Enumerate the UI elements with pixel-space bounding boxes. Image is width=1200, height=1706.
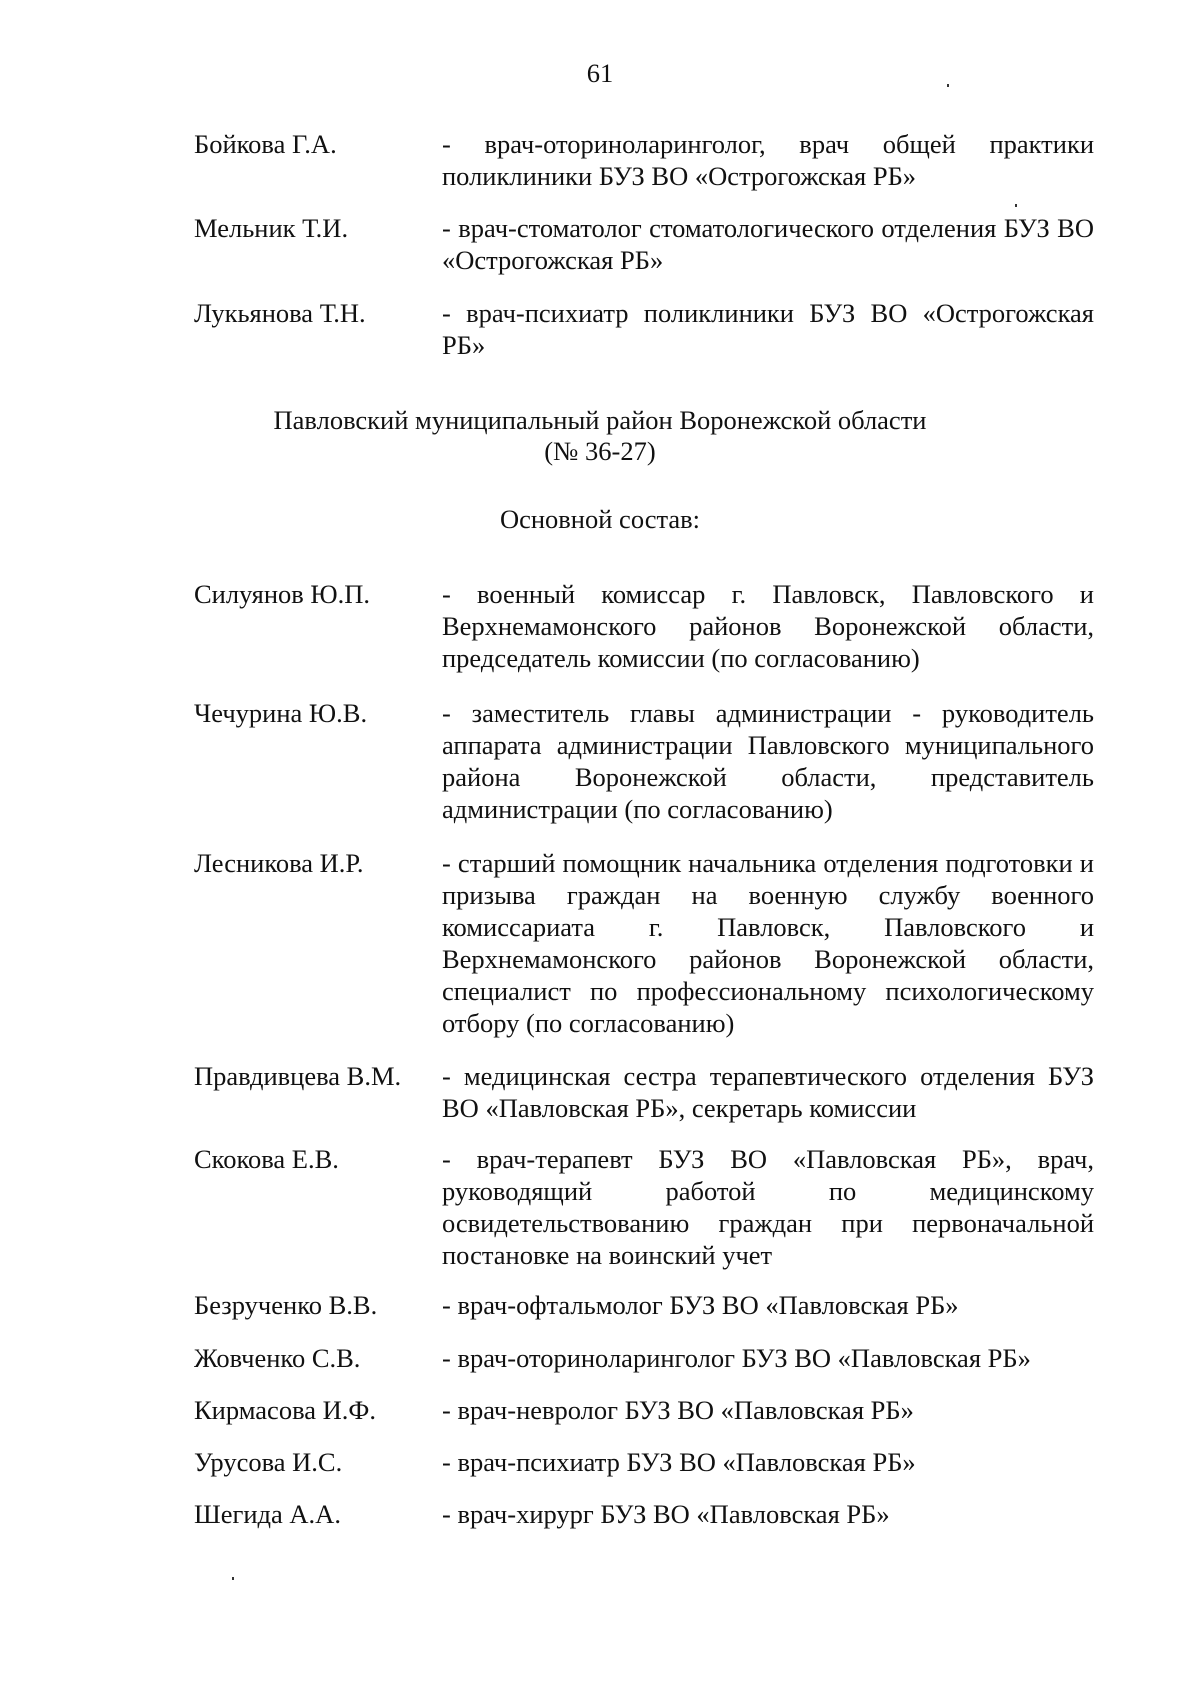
- page-number: 61: [586, 58, 614, 88]
- scan-speck: [232, 1577, 234, 1580]
- list-item: [194, 297, 1094, 361]
- list-item: [194, 128, 1094, 192]
- member-role: - военный комиссар г. Павловск, Павловского и Верхнемамонского районов Воронежской области, председатель комиссии (по согласованию): [442, 579, 1094, 673]
- member-name: Кирмасова И.Ф.: [194, 1395, 376, 1425]
- member-name: Лесникова И.Р.: [194, 848, 364, 878]
- member-name: Скокова Е.В.: [194, 1144, 339, 1174]
- list-item: [194, 1342, 1094, 1374]
- list-item: [194, 1143, 1094, 1271]
- member-role: - врач-психиатр БУЗ ВО «Павловская РБ»: [442, 1447, 916, 1477]
- list-item: [194, 847, 1094, 1039]
- list-item: [194, 578, 1094, 674]
- member-role: - старший помощник начальника отделения подготовки и призыва граждан на военную службу военного комиссариата г. Павловск, Павловского и Верхнемамонского районов Воронежской области, специалист по профессиональному психологическому отбору (по согласованию): [442, 848, 1094, 1038]
- member-role: - врач-офтальмолог БУЗ ВО «Павловская РБ»: [442, 1290, 959, 1320]
- member-role: - врач-терапевт БУЗ ВО «Павловская РБ», врач, руководящий работой по медицинскому освидетельствованию граждан при первоначальной постановке на воинский учет: [442, 1144, 1094, 1270]
- section-title: Павловский муниципальный район Воронежской области: [273, 405, 927, 435]
- member-role: - врач-оториноларинголог, врач общей практики поликлиники БУЗ ВО «Острогожская РБ»: [442, 129, 1094, 191]
- member-role: - врач-стоматолог стоматологического отделения БУЗ ВО «Острогожская РБ»: [442, 213, 1094, 275]
- member-name: Правдивцева В.М.: [194, 1061, 402, 1091]
- member-name: Шегида А.А.: [194, 1499, 341, 1529]
- section-subtitle: Основной состав:: [499, 504, 701, 534]
- member-role: - врач-хирург БУЗ ВО «Павловская РБ»: [442, 1499, 890, 1529]
- member-name: Чечурина Ю.В.: [194, 698, 368, 728]
- member-role: - медицинская сестра терапевтического отделения БУЗ ВО «Павловская РБ», секретарь комиссии: [442, 1061, 1094, 1123]
- section-number: (№ 36-27): [544, 436, 656, 466]
- member-role: - заместитель главы администрации - руководитель аппарата администрации Павловского муниципального района Воронежской области, представитель администрации (по согласованию): [442, 698, 1094, 824]
- list-item: [194, 1289, 1094, 1321]
- member-name: Силуянов Ю.П.: [194, 579, 371, 609]
- member-name: Безрученко В.В.: [194, 1290, 378, 1320]
- member-role: - врач-невролог БУЗ ВО «Павловская РБ»: [442, 1395, 914, 1425]
- list-item: [194, 212, 1094, 276]
- member-name: Жовченко С.В.: [194, 1343, 361, 1373]
- list-item: [194, 1446, 1094, 1478]
- list-item: [194, 1498, 1094, 1530]
- member-role: - врач-психиатр поликлиники БУЗ ВО «Острогожская РБ»: [442, 298, 1094, 360]
- list-item: [194, 697, 1094, 825]
- member-name: Бойкова Г.А.: [194, 129, 337, 159]
- member-name: Лукьянова Т.Н.: [194, 298, 366, 328]
- scan-speck: [947, 84, 949, 87]
- member-name: Мельник Т.И.: [194, 213, 349, 243]
- list-item: [194, 1060, 1094, 1124]
- member-role: - врач-оториноларинголог БУЗ ВО «Павловская РБ»: [442, 1343, 1031, 1373]
- member-name: Урусова И.С.: [194, 1447, 343, 1477]
- scan-speck: [1015, 204, 1017, 207]
- list-item: [194, 1394, 1094, 1426]
